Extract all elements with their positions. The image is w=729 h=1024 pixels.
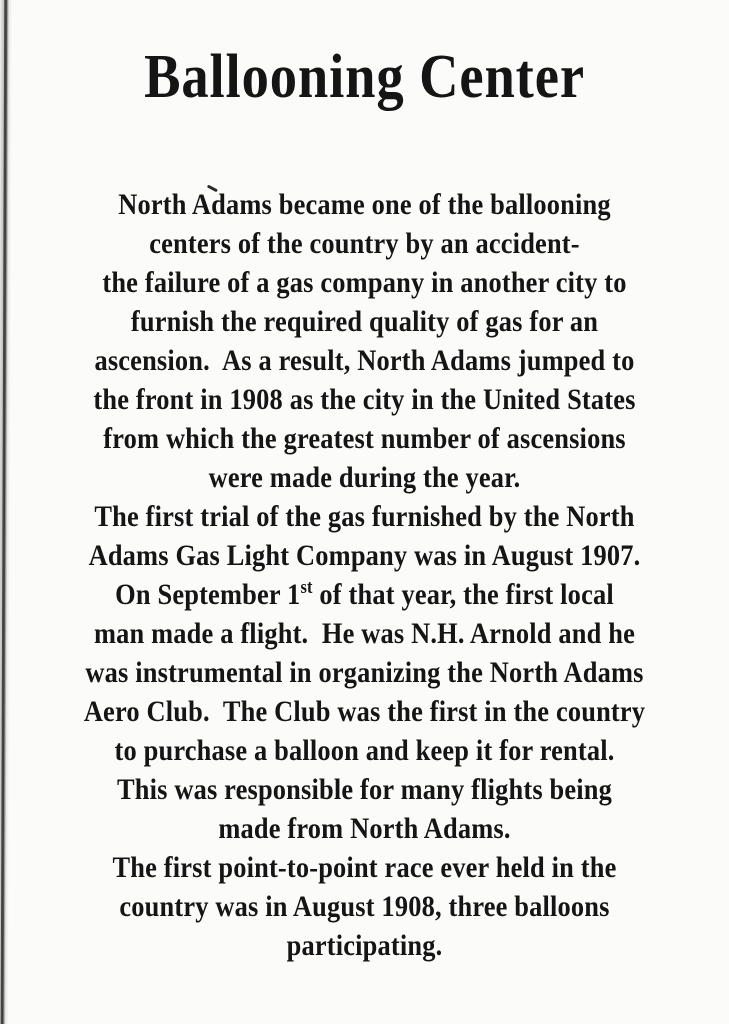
text-line: This was responsible for many flights being	[116, 773, 613, 807]
text-line: country was in August 1908, three balloons	[119, 890, 610, 924]
text-line: to purchase a balloon and keep it for rental.	[114, 734, 615, 768]
text-line: man made a flight. He was N.H. Arnold and he	[93, 617, 636, 651]
text-line: were made during the year.	[208, 461, 521, 495]
text-segment: of that year, the first local	[312, 578, 614, 612]
text-line: Aero Club. The Club was the first in the country	[83, 695, 646, 729]
text-line: the failure of a gas company in another city to	[102, 266, 627, 300]
body-text-block	[44, 185, 686, 965]
text-line: centers of the country by an accident-	[149, 227, 580, 261]
text-line: from which the greatest number of ascensions	[103, 422, 626, 456]
text-line: The first trial of the gas furnished by the North	[94, 500, 635, 534]
text-line: ascension. As a result, North Adams jumped to	[94, 344, 635, 378]
document-content	[44, 0, 686, 965]
page-scan-edge	[0, 0, 13, 1024]
text-line: Adams Gas Light Company was in August 1907.	[88, 539, 641, 573]
text-line: furnish the required quality of gas for an	[130, 305, 599, 339]
page-title: Ballooning Center	[144, 43, 585, 111]
text-line: was instrumental in organizing the North Adams	[85, 656, 644, 690]
text-line-with-superscript	[44, 575, 686, 614]
text-segment: On September 1	[115, 578, 301, 612]
text-line: The first point-to-point race ever held in the	[112, 851, 617, 885]
text-line: made from North Adams.	[218, 812, 511, 846]
text-line: participating.	[286, 929, 443, 963]
text-line: North Adams became one of the ballooning	[118, 188, 611, 222]
superscript-ordinal: st	[300, 577, 313, 599]
text-line: the front in 1908 as the city in the United States	[93, 383, 636, 417]
